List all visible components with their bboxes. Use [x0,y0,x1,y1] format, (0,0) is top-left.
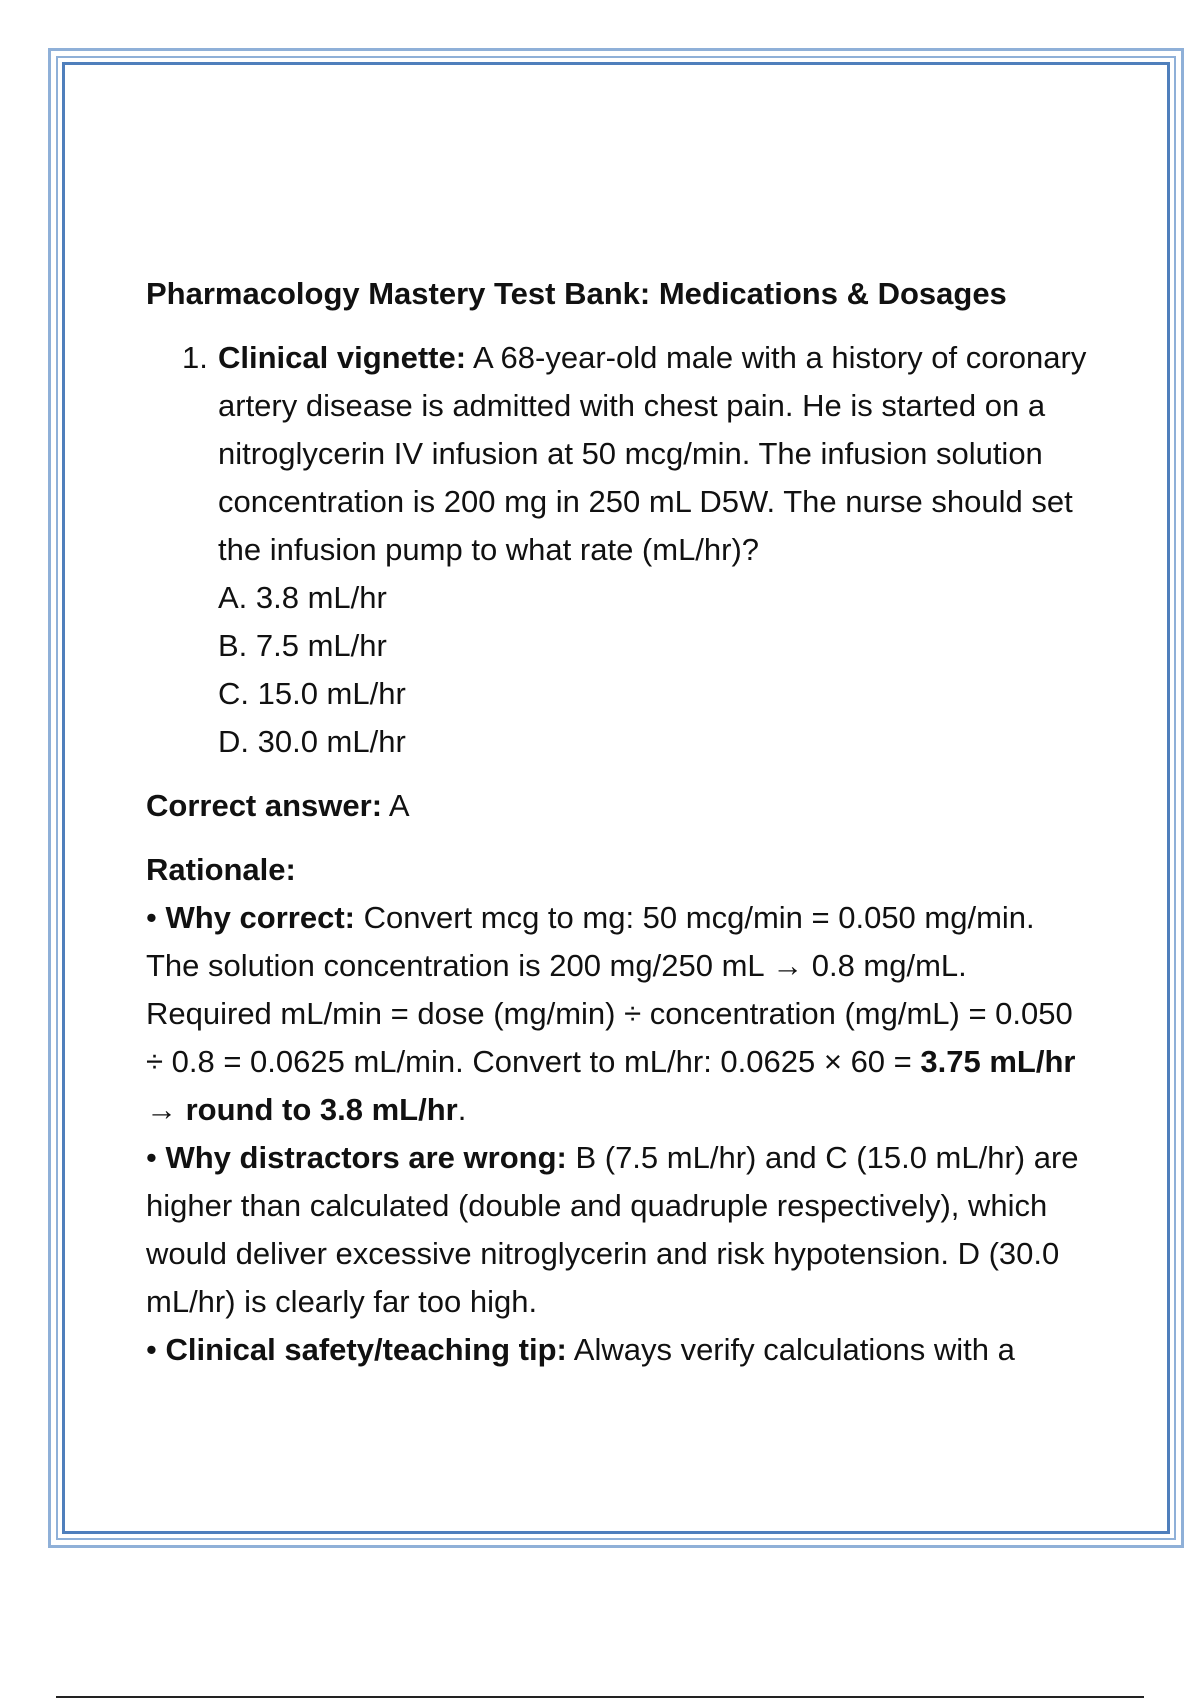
why-correct-result: 3.75 mL/hr → round to 3.8 mL/hr [146,1044,1076,1127]
vignette-text: A 68-year-old male with a history of coronary artery disease is admitted with chest pain. He is started on a nitroglycerin IV infusion at 50 mcg/min. The infusion solution concentration is 200 mg in 250 mL D5W. The nurse should set the infusion pump to what rate (mL/hr)? [218,340,1087,567]
tip-label: Clinical safety/teaching tip: [165,1332,567,1367]
rationale-why-correct [146,894,1096,1134]
question-stem [218,334,1096,574]
bullet-icon: • [146,1332,157,1367]
correct-answer-value: A [382,788,410,823]
bullet-icon: • [146,1140,157,1175]
question-item [146,334,1096,766]
correct-answer [146,782,1096,830]
rationale-tip [146,1326,1096,1374]
option-a: A. 3.8 mL/hr [218,580,387,615]
option-d: D. 30.0 mL/hr [218,724,406,759]
document-title: Pharmacology Mastery Test Bank: Medications & Dosages [146,276,1007,311]
distractors-label: Why distractors are wrong: [165,1140,567,1175]
bullet-icon: • [146,900,157,935]
question-number: 1. [182,340,208,375]
footer-rule [56,1696,1144,1698]
answer-options [218,574,1096,766]
why-correct-label: Why correct: [165,900,355,935]
tip-text: Always verify calculations with a [566,1332,1015,1367]
option-b: B. 7.5 mL/hr [218,628,387,663]
why-correct-text: Convert mcg to mg: 50 mcg/min = 0.050 mg/min. The solution concentration is 200 mg/250 mL → 0.8 mg/mL. Required mL/min = dose (mg/min) ÷ concentration (mg/mL) = 0.050 ÷ 0.8 = 0.0625 mL/min. Convert to mL/hr: 0.0625 × 60 = [146,900,1073,1079]
rationale-heading: Rationale: [146,852,296,887]
vignette-label: Clinical vignette: [218,340,467,375]
correct-answer-label: Correct answer: [146,788,383,823]
distractors-text: B (7.5 mL/hr) and C (15.0 mL/hr) are higher than calculated (double and quadruple respectively), which would deliver excessive nitroglycerin and risk hypotension. D (30.0 mL/hr) is clearly far too high. [146,1140,1079,1319]
document-content [146,270,1096,1374]
rationale-distractors [146,1134,1096,1326]
why-correct-period: . [457,1092,467,1127]
option-c: C. 15.0 mL/hr [218,676,406,711]
